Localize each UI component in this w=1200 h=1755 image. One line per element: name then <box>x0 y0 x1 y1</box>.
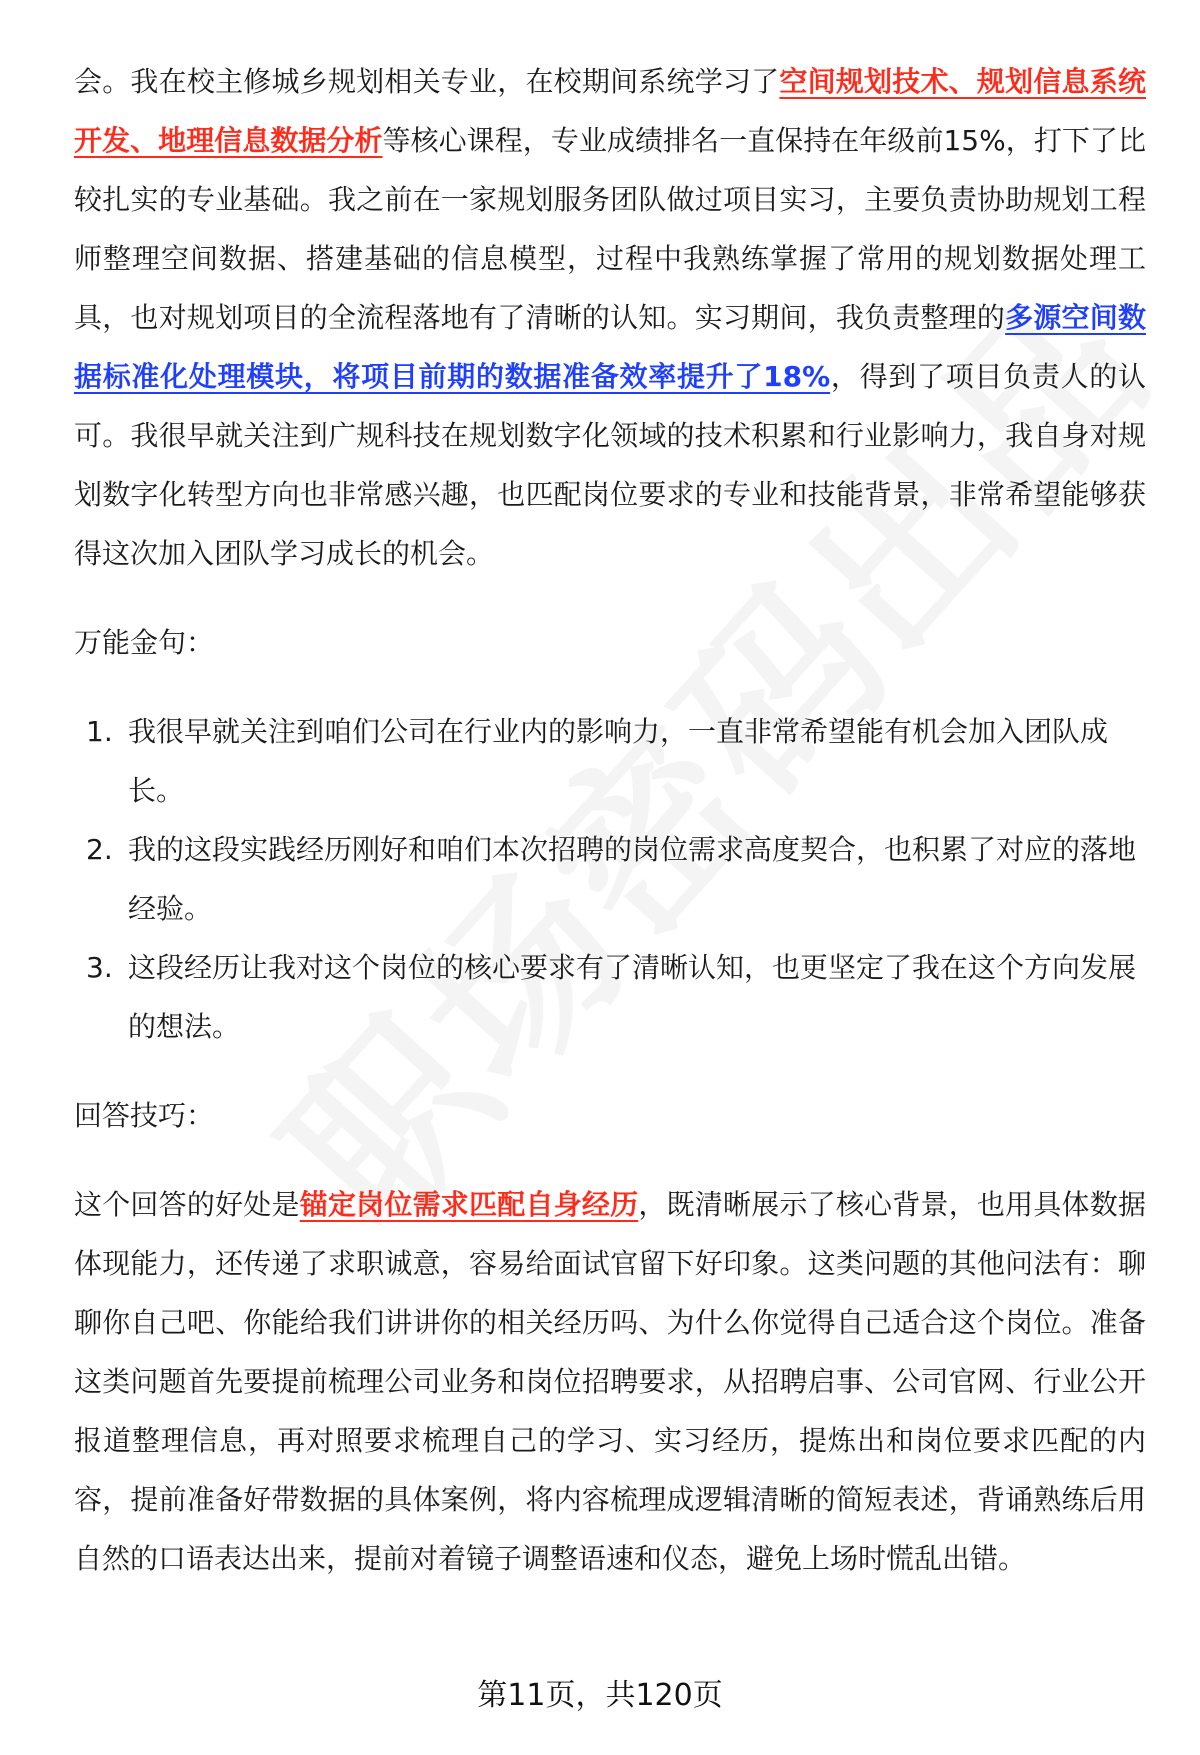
list-item <box>74 820 1146 938</box>
intro-text-3: ，得到了项目负责人的认可。我很早就关注到广规科技在规划数字化领域的技术积累和行业影响力，我自身对规划数字化转型方向也非常感兴趣，也匹配岗位要求的专业和技能背景，非常希望能够获得这次加入团队学习成长的机会。 <box>74 360 1146 570</box>
course-highlight: 空间规划技术、规划信息系统开发、地理信息数据分析 <box>74 65 1146 157</box>
golden-sentences-list <box>74 702 1146 1056</box>
tips-text-1: 这个回答的好处是 <box>74 1188 300 1221</box>
answer-tips-heading: 回答技巧： <box>74 1099 215 1132</box>
page-number: 第11页，共120页 <box>477 1678 723 1713</box>
list-item-number: 2. <box>86 833 113 866</box>
tips-text-2: ，既清晰展示了核心背景，也用具体数据体现能力，还传递了求职诚意，容易给面试官留下好印象。这类问题的其他问法有：聊聊你自己吧、你能给我们讲讲你的相关经历吗、为什么你觉得自己适合这个岗位。准备这类问题首先要提前梳理公司业务和岗位招聘要求，从招聘启事、公司官网、行业公开报道整理信息，再对照要求梳理自己的学习、实习经历，提炼出和岗位要求匹配的内容，提前准备好带数据的具体案例，将内容梳理成逻辑清晰的简短表述，背诵熟练后用自然的口语表达出来，提前对着镜子调整语速和仪态，避免上场时慌乱出错。 <box>74 1188 1146 1575</box>
list-item-number: 1. <box>86 715 113 748</box>
list-item <box>74 702 1146 820</box>
intro-text-2: 等核心课程，专业成绩排名一直保持在年级前15%，打下了比较扎实的专业基础。我之前在一家规划服务团队做过项目实习，主要负责协助规划工程师整理空间数据、搭建基础的信息模型，过程中我熟练掌握了常用的规划数据处理工具，也对规划项目的全流程落地有了清晰的认知。实习期间，我负责整理的 <box>74 124 1146 334</box>
list-item-text: 这段经历让我对这个岗位的核心要求有了清晰认知，也更坚定了我在这个方向发展的想法。 <box>128 951 1137 1043</box>
intro-text-1: 会。我在校主修城乡规划相关专业，在校期间系统学习了 <box>74 65 780 98</box>
tips-highlight: 锚定岗位需求匹配自身经历 <box>299 1188 639 1221</box>
list-item <box>74 938 1146 1056</box>
list-item-text: 我很早就关注到咱们公司在行业内的影响力，一直非常希望能有机会加入团队成长。 <box>128 715 1109 807</box>
list-item-text: 我的这段实践经历刚好和咱们本次招聘的岗位需求高度契合，也积累了对应的落地经验。 <box>128 833 1137 925</box>
achievement-highlight: 多源空间数据标准化处理模块，将项目前期的数据准备效率提升了18% <box>74 301 1146 393</box>
list-item-number: 3. <box>86 951 113 984</box>
intro-paragraph <box>74 52 1146 583</box>
answer-tips-paragraph <box>74 1175 1146 1588</box>
document-body <box>74 52 1146 1588</box>
golden-sentences-heading: 万能金句： <box>74 626 215 659</box>
